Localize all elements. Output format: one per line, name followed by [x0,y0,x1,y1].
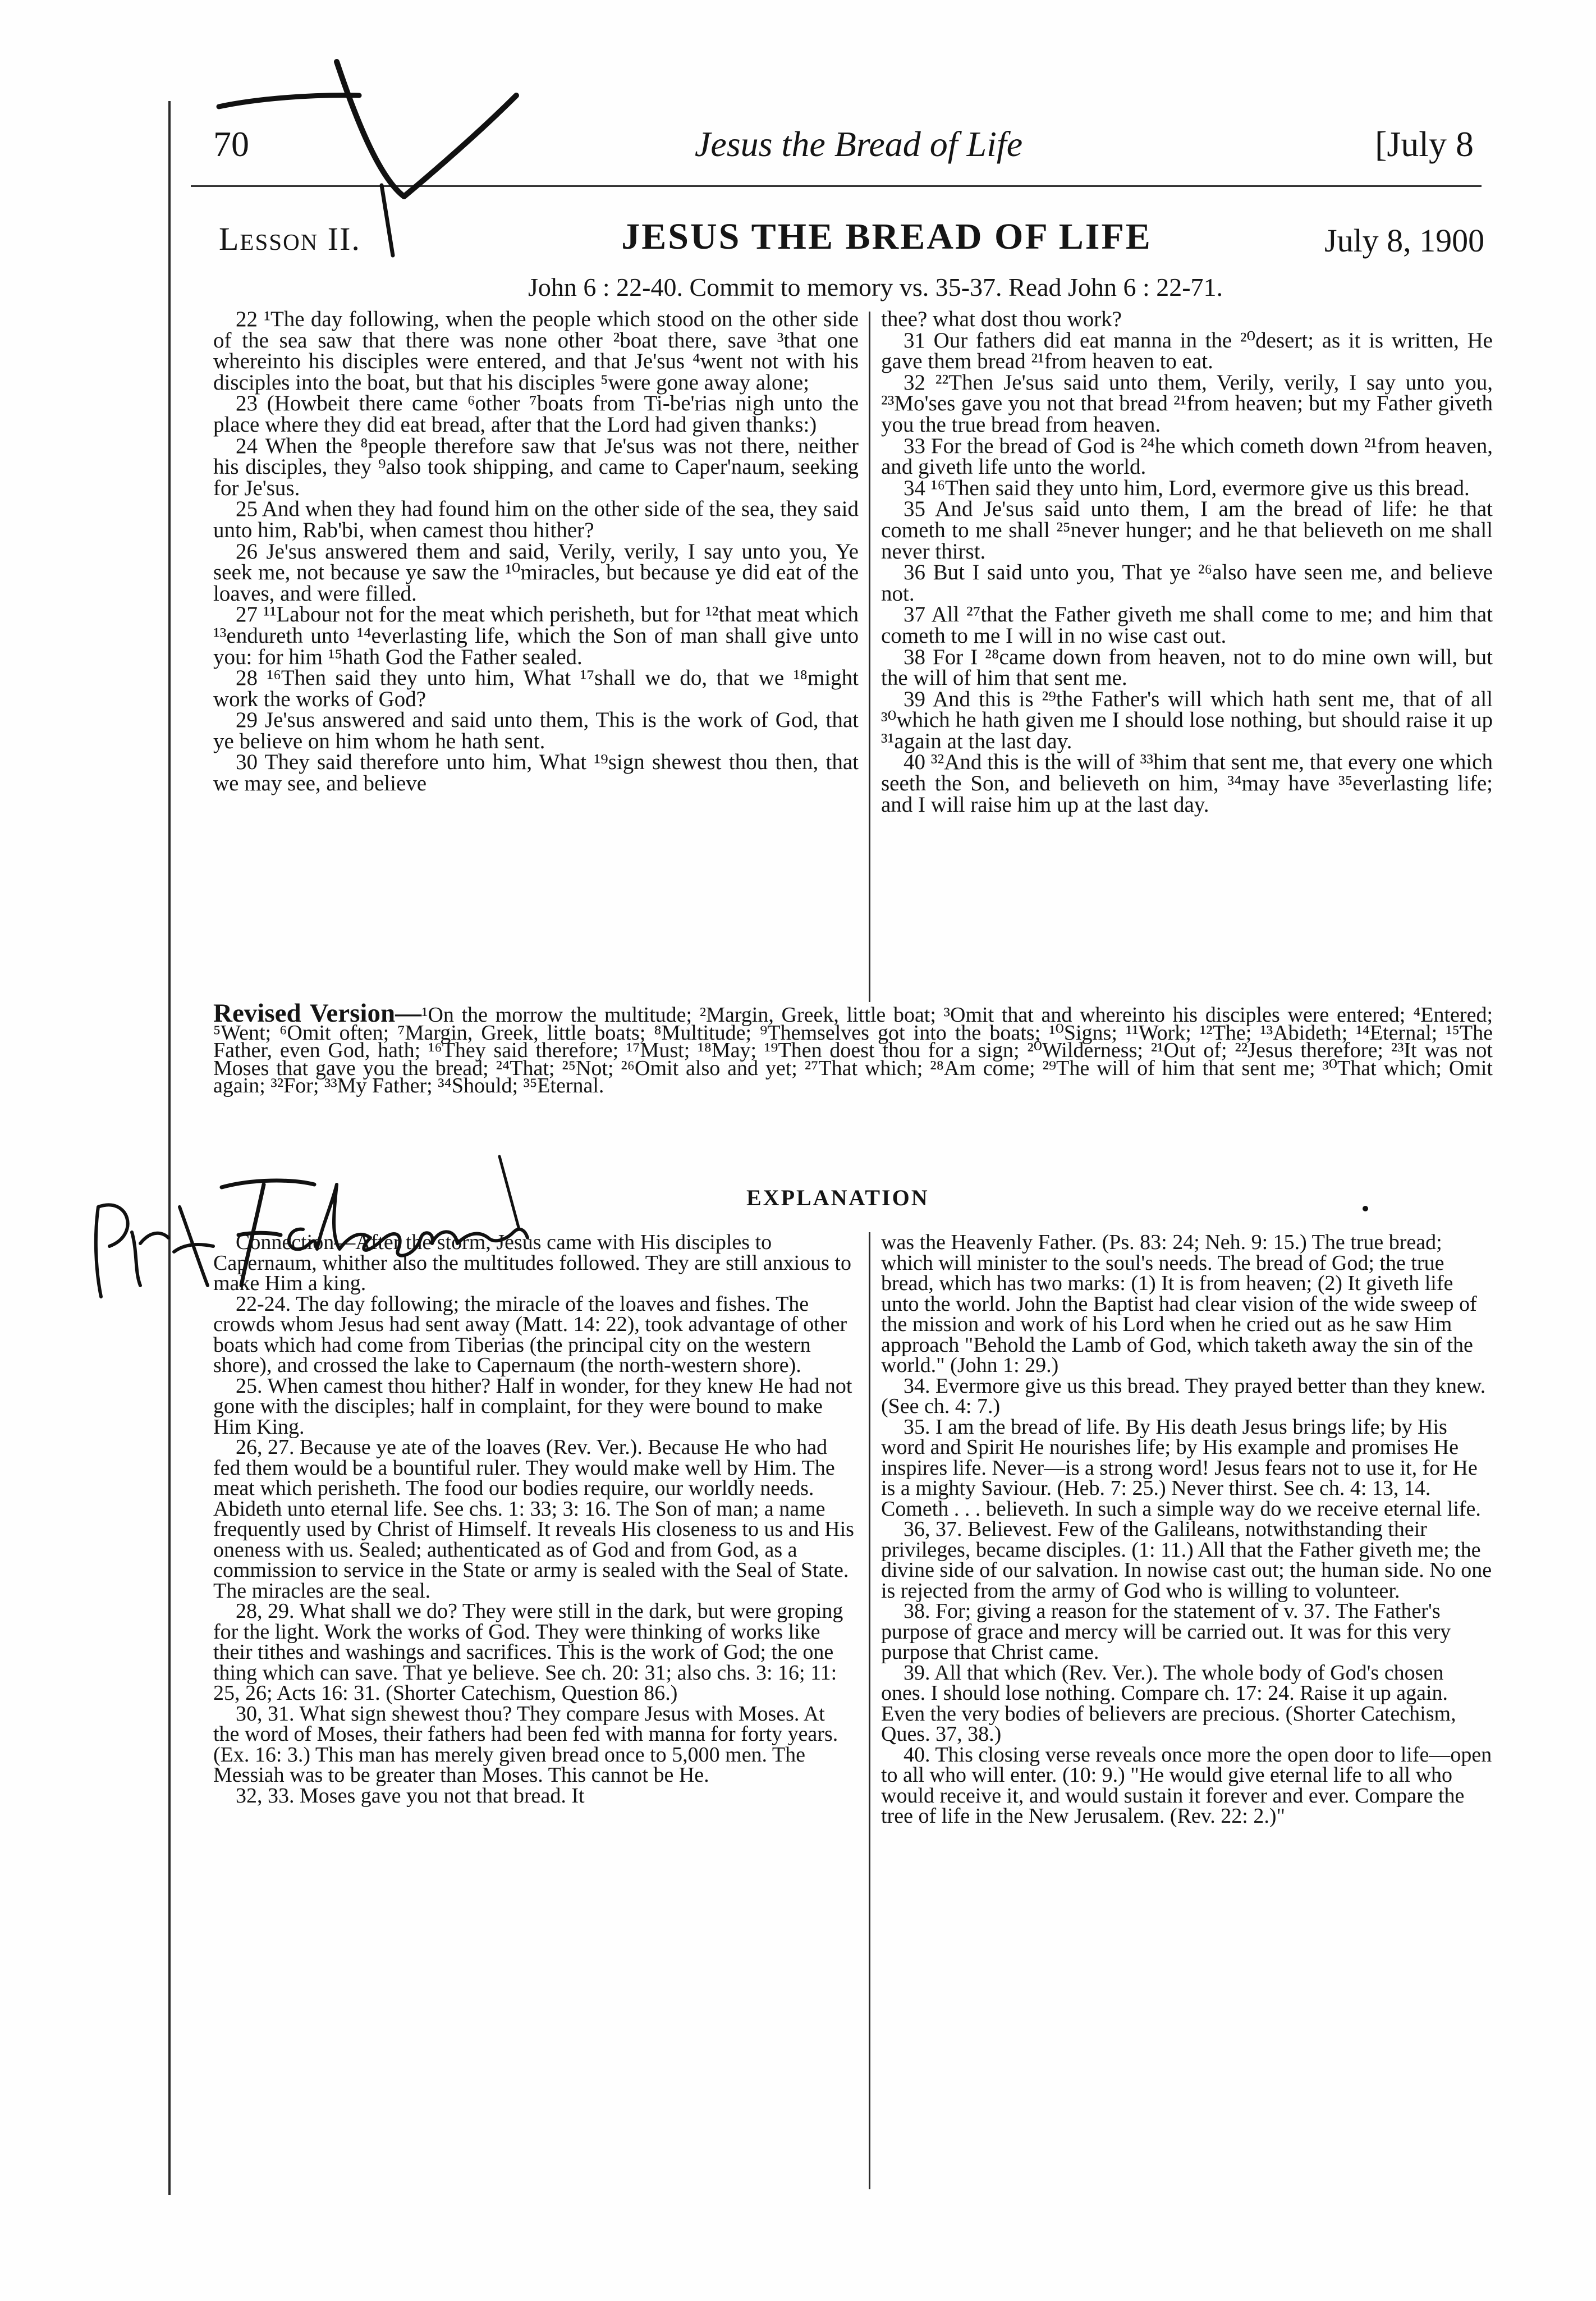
revised-version-text: ¹On the morrow the multitude; ²Margin, Greek, little boat; ³Omit that and whereinto his disciples were entered; ⁴Entered; ⁵Went; ⁶Omit often; ⁷Margin, Greek, little boats; ⁸Multitude; ⁹Themselves got into the boats; ¹⁰Signs; ¹¹Work; ¹²The; ¹³Abideth; ¹⁴Eternal; ¹⁵The Father, even God, hath; ¹⁶They said therefore; ¹⁷Must; ¹⁸May; ¹⁹Then doest thou for a sign; ²⁰Wilderness; ²¹Out of; ²²Jesus therefore; ²³It was not Moses that gave you the bread; ²⁴That; ²⁵Not; ²⁶Omit also and yet; ²⁷That which; ²⁸Am come; ²⁹The will of him that sent me; ³⁰That which; Omit again; ³²For; ³³My Father; ³⁴Should; ³⁵Eternal. [213,1003,1493,1097]
ink-dot [1363,1206,1368,1211]
verse: 29 Je'sus answered and said unto them, This is the work of God, that ye believe on him whom he hath sent. [213,708,859,753]
explanation-paragraph: 35. I am the bread of life. By His death Jesus brings life; by His word and Spirit He nourishes life; by His example and promises He inspires life. Never—is a strong word! Jesus fears not to use it, for He is a mighty Saviour. (Heb. 7: 25.) Never thirst. See ch. 4: 13, 14. Cometh . . . believeth. In such a simple way do we receive eternal life. [881,1415,1481,1521]
scripture-reference: John 6 : 22-40. Commit to memory vs. 35-37. Read John 6 : 22-71. [528,273,1223,301]
pen-stroke [132,1232,168,1286]
lesson-label: Lesson II. [219,221,361,257]
explanation-paragraph: 32, 33. Moses gave you not that bread. It [236,1783,585,1808]
explanation-paragraph: 34. Evermore give us this bread. They prayed better than they knew. (See ch. 4: 7.) [881,1374,1486,1418]
explanation-paragraph: was the Heavenly Father. (Ps. 83: 24; Neh. 9: 15.) The true bread; which will minister to the soul's needs. The bread of God; the true bread, which has two marks: (1) It is from heaven; (2) It giveth life unto the world. John the Baptist had clear vision of the wide sweep of the mission and work of his Lord when he cried out as he saw Him approach "Behold the Lamb of God, which taketh away the sin of the world." (John 1: 29.) [881,1230,1477,1377]
scripture-left-column [213,309,859,794]
pen-stroke [219,95,359,107]
explanation-heading: EXPLANATION [746,1185,929,1210]
explanation-paragraph: 38. For; giving a reason for the statement of v. 37. The Father's purpose of grace and mercy will be carried out. It was for this very purpose that Christ came. [881,1599,1451,1664]
pen-stroke [499,1156,519,1229]
verse: 30 They said therefore unto him, What ¹⁹sign shewest thou then, that we may see, and believe [213,750,859,796]
verse: 36 But I said unto you, That ye ²⁶also have seen me, and believe not. [881,560,1493,606]
explanation-paragraph: 40. This closing verse reveals once more the open door to life—open to all who will enter. (10: 9.) "He would give eternal life to all who would receive it, and would sustain it forever and ever. Compare the tree of life in the New Jerusalem. (Rev. 22: 2.)" [881,1742,1492,1828]
check-mark [337,62,516,196]
verse: 39 And this is ²⁹the Father's will which hath sent me, that of all ³⁰which he hath given me I should lose nothing, but should raise it up ³¹again at the last day. [881,687,1493,753]
explanation-paragraph: Connection—After the storm, Jesus came with His disciples to Capernaum, whither also the multitudes followed. They are still anxious to make Him a king. [213,1230,851,1295]
explanation-paragraph: 22-24. The day following; the miracle of the loaves and fishes. The crowds whom Jesus had sent away (Matt. 14: 22), took advantage of other boats which had come from Tiberias (the principal city on the western shore), and crossed the lake to Capernaum (the north-western shore). [213,1292,847,1377]
verse: 37 All ²⁷that the Father giveth me shall come to me; and him that cometh to me I will in no wise cast out. [881,602,1493,648]
explanation-paragraph: 36, 37. Believest. Few of the Galileans, notwithstanding their privileges, became disciples. (1: 11.) All that the Father giveth me; the divine side of our salvation. In nowise cast out; the human side. No one is rejected from the army of God who is willing to volunteer. [881,1517,1492,1603]
verse: 40 ³²And this is the will of ³³him that sent me, that every one which seeth the Son, and believeth on him, ³⁴may have ³⁵everlasting life; and I will raise him up at the last day. [881,750,1493,817]
verse: 32 ²²Then Je'sus said unto them, Verily, verily, I say unto you, ²³Mo'ses gave you not that bread ²¹from heaven; but my Father giveth you the true bread from heaven. [881,370,1493,437]
lesson-title: JESUS THE BREAD OF LIFE [621,216,1152,257]
revised-version-notes [213,999,1493,1097]
verse: 33 For the bread of God is ²⁴he which cometh down ²¹from heaven, and giveth life unto the world. [881,433,1493,479]
column-divider [869,312,870,1002]
verse: 22 ¹The day following, when the people which stood on the other side of the sea saw that there was none other ²boat there, save ³that one whereinto his disciples were entered, and that Je'sus ⁴went not with his disciples into the boat, but that his disciples ⁵were gone away alone; [213,307,859,395]
verse: 31 Our fathers did eat manna in the ²⁰desert; as it is written, He gave them bread ²¹from heaven to eat. [881,328,1493,374]
verse: 26 Je'sus answered them and said, Verily, verily, I say unto you, Ye seek me, not because ye saw the ¹⁰miracles, but because ye did eat of the loaves, and were filled. [213,539,859,606]
pen-stroke [96,1205,128,1297]
verse: 27 ¹¹Labour not for the meat which perisheth, but for ¹²that meat which ¹³endureth unto ¹⁴everlasting life, which the Son of man shall give unto you: for him ¹⁵hath God the Father sealed. [213,602,859,669]
explanation-paragraph: 39. All that which (Rev. Ver.). The whole body of God's chosen ones. I should lose nothing. Compare ch. 17: 24. Raise it up again. Even the very bodies of believers are precious. (Shorter Catechism, Ques. 37, 38.) [881,1660,1456,1746]
pen-stroke [174,1207,213,1286]
verse: 28 ¹⁶Then said they unto him, What ¹⁷shall we do, that we ¹⁸might work the works of God? [213,666,859,711]
verse: 34 ¹⁶Then said they unto him, Lord, evermore give us this bread. [904,475,1470,500]
column-divider [869,1232,870,2189]
explanation-right-column [881,1232,1493,1827]
revised-version-label: Revised Version— [213,999,422,1028]
header-rule [191,185,1482,187]
running-title: Jesus the Bread of Life [694,124,1023,164]
running-date: [July 8 [1375,124,1474,164]
lesson-date: July 8, 1900 [1324,222,1485,259]
verse: thee? what dost thou work? [881,307,1122,331]
verse: 23 (Howbeit there came ⁶other ⁷boats from Ti-be'rias nigh unto the place where they did eat bread, after that the Lord had given thanks:) [213,391,859,437]
verse: 38 For I ²⁸came down from heaven, not to do mine own will, but the will of him that sent me. [881,644,1493,690]
explanation-paragraph: 30, 31. What sign shewest thou? They compare Jesus with Moses. At the word of Moses, their fathers had been fed with manna for forty years. (Ex. 16: 3.) This man has merely given bread once to 5,000 men. The Messiah was to be greater than Moses. This cannot be He. [213,1701,838,1787]
verse: 24 When the ⁸people therefore saw that Je'sus was not there, neither his disciples, they ⁹also took shipping, and came to Caper'naum, seeking for Je'sus. [213,433,859,500]
pen-stroke [382,185,393,255]
page-number: 70 [213,124,249,164]
verse: 25 And when they had found him on the other side of the sea, they said unto him, Rab'bi, when camest thou hither? [213,497,859,542]
explanation-paragraph: 25. When camest thou hither? Half in wonder, for they knew He had not gone with the disciples; half in complaint, for they were bound to make Him King. [213,1374,852,1439]
scripture-right-column [881,309,1493,815]
verse: 35 And Je'sus said unto them, I am the bread of life: he that cometh to me shall ²⁵never hunger; and he that believeth on me shall never thirst. [881,497,1493,564]
explanation-paragraph: 26, 27. Because ye ate of the loaves (Rev. Ver.). Because He who had fed them would be a bountiful ruler. They would make well by Him. The meat which perisheth. The food our bodies require, our worldly needs. Abideth unto eternal life. See chs. 1: 33; 3: 16. The Son of man; a name frequently used by Christ of Himself. It reveals His closeness to us and His oneness with us. Sealed; authenticated as of God and from God, as a commission to service in the State or army is sealed with the Seal of State. The miracles are the seal. [213,1435,854,1603]
explanation-paragraph: 28, 29. What shall we do? They were still in the dark, but were groping for the light. Work the works of God. They were thinking of works like their tithes and washings and sacrifices. This is the work of God; the one thing which can save. That ye believe. See ch. 20: 31; also chs. 3: 16; 11: 25, 26; Acts 16: 31. (Shorter Catechism, Question 86.) [213,1599,843,1705]
explanation-left-column [213,1232,856,1806]
margin-rule [168,101,171,2195]
